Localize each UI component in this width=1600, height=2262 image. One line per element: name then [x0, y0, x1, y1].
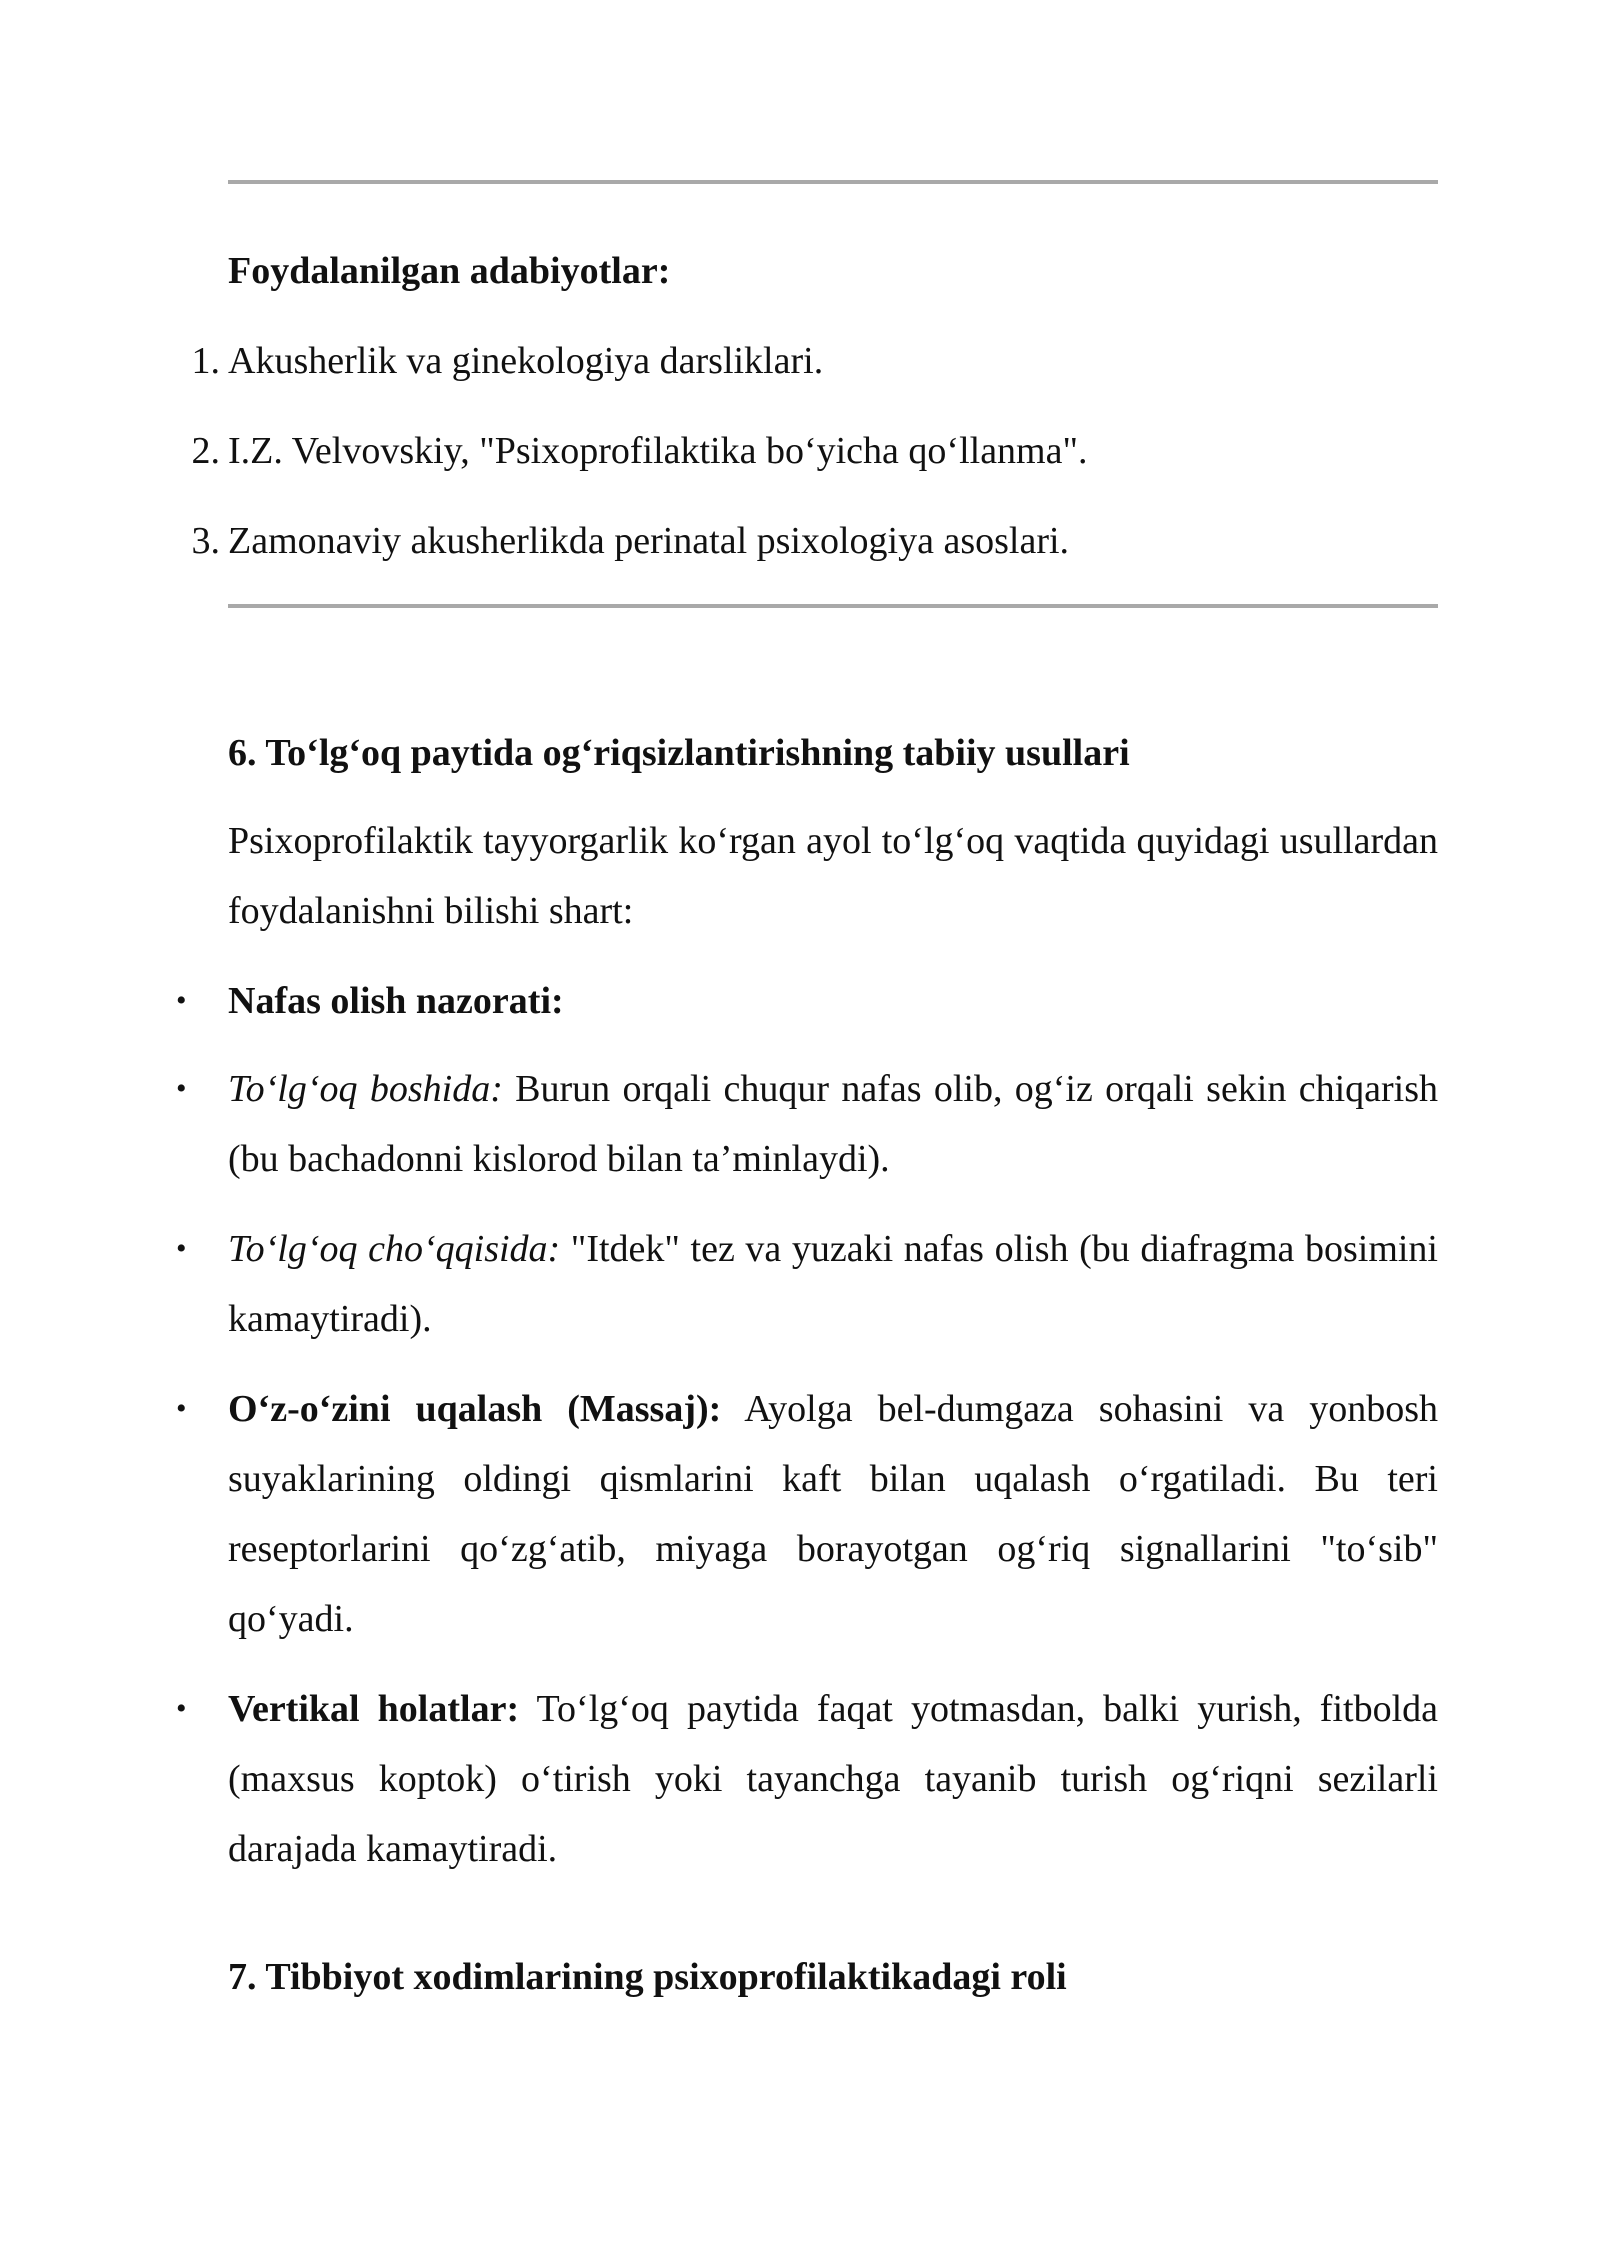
reference-number: 3.: [191, 520, 220, 562]
bullet-icon: •: [176, 1392, 187, 1425]
bullet-item: [176, 1214, 1438, 1354]
top-divider: [228, 180, 1438, 184]
bullet-lead: O‘z-o‘zini uqalash (Massaj):: [228, 1388, 722, 1430]
bullet-item: [176, 1054, 1438, 1194]
bottom-divider: [228, 604, 1438, 608]
bullet-icon: •: [176, 1692, 187, 1725]
reference-item: [191, 506, 1438, 576]
section-7-heading: 7. Tibbiyot xodimlarining psixoprofilaktikadagi roli: [228, 1956, 1067, 1998]
reference-text: I.Z. Velvovskiy, "Psixoprofilaktika bo‘yicha qo‘llanma".: [228, 430, 1088, 472]
reference-item: [191, 416, 1438, 486]
bullet-icon: •: [176, 1072, 187, 1105]
bullet-item: [176, 966, 1438, 1036]
bullet-text: To‘lg‘oq paytida faqat yotmasdan, balki yurish, fitbolda (maxsus koptok) o‘tirish yoki tayanchga tayanib turish og‘riqni sezilarli darajada kamaytiradi.: [228, 1688, 1438, 1870]
reference-text: Akusherlik va ginekologiya darsliklari.: [228, 340, 824, 382]
references-heading: Foydalanilgan adabiyotlar:: [228, 250, 671, 292]
bullet-lead: Vertikal holatlar:: [228, 1688, 520, 1730]
reference-item: [191, 326, 1438, 396]
bullet-text: Burun orqali chuqur nafas olib, og‘iz orqali sekin chiqarish (bu bachadonni kislorod bilan ta’minlaydi).: [228, 1068, 1438, 1180]
bullet-item: [176, 1674, 1438, 1884]
bullet-lead: To‘lg‘oq cho‘qqisida:: [228, 1228, 561, 1270]
bullet-icon: •: [176, 984, 187, 1017]
reference-text: Zamonaviy akusherlikda perinatal psixologiya asoslari.: [228, 520, 1070, 562]
reference-number: 1.: [191, 340, 220, 382]
bullet-lead: Nafas olish nazorati:: [228, 980, 564, 1022]
bullet-lead: To‘lg‘oq boshida:: [228, 1068, 503, 1110]
bullet-icon: •: [176, 1232, 187, 1265]
reference-number: 2.: [191, 430, 220, 472]
section-6-intro: Psixoprofilaktik tayyorgarlik ko‘rgan ayol to‘lg‘oq vaqtida quyidagi usullardan foydalanishni bilishi shart:: [228, 820, 1438, 932]
bullet-item: [176, 1374, 1438, 1654]
bullet-text: "Itdek" tez va yuzaki nafas olish (bu diafragma bosimini kamaytiradi).: [228, 1228, 1438, 1340]
bullet-text: Ayolga bel-dumgaza sohasini va yonbosh suyaklarining oldingi qismlarini kaft bilan uqalash o‘rgatiladi. Bu teri reseptorlarini qo‘zg‘atib, miyaga borayotgan og‘riq signallarini "to‘sib" qo‘yadi.: [228, 1388, 1438, 1640]
section-6-heading: 6. To‘lg‘oq paytida og‘riqsizlantirishning tabiiy usullari: [228, 732, 1130, 774]
